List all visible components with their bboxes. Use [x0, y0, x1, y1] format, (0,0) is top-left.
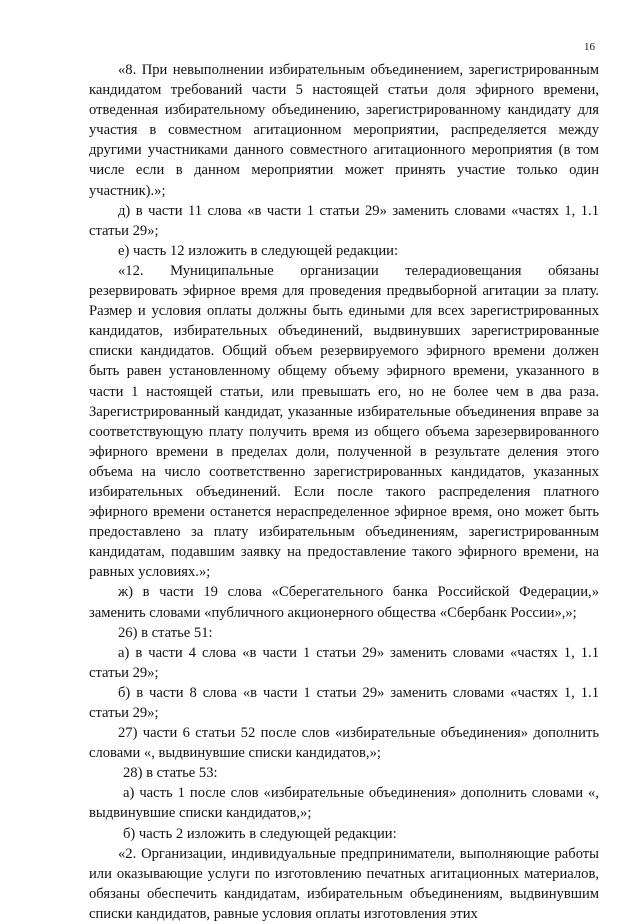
- paragraph-item-28a: а) часть 1 после слов «избирательные объединения» дополнить словами «, выдвинувшие списки кандидатов,»;: [89, 785, 599, 822]
- document-body: [89, 60, 599, 924]
- paragraph-item-26: 26) в статье 51:: [118, 624, 213, 641]
- paragraph-quote-8: «8. При невыполнении избирательным объединением, зарегистрированным кандидатом требований части 5 настоящей статьи доля эфирного времени, отведенная избирательному объединению, зарегистрированному кандидату для участия в совместном агитационном мероприятии, распределяется между другими участниками данного совместного агитационного мероприятия (в том числе если в данном мероприятии может принять участие только один участник).»;: [89, 62, 599, 199]
- page-number: 16: [584, 41, 595, 53]
- paragraph-quote-2: «2. Организации, индивидуальные предприниматели, выполняющие работы или оказывающие услуги по изготовлению печатных агитационных материалов, обязаны обеспечить кандидатам, избирательным объединениям, выдвинувшим списки кандидатов, равные условия оплаты изготовления этих: [89, 845, 599, 922]
- paragraph-item-27: 27) части 6 статьи 52 после слов «избирательные объединения» дополнить словами «, выдвинувшие списки кандидатов,»;: [89, 725, 599, 762]
- paragraph-item-26a: а) в части 4 слова «в части 1 статьи 29» заменить словами «частях 1, 1.1 статьи 29»;: [89, 644, 599, 681]
- paragraph-item-e: е) часть 12 изложить в следующей редакции:: [118, 242, 399, 259]
- paragraph-item-d: д) в части 11 слова «в части 1 статьи 29» заменить словами «частях 1, 1.1 статьи 29»;: [89, 202, 599, 239]
- paragraph-item-28b: б) часть 2 изложить в следующей редакции:: [123, 825, 397, 842]
- paragraph-item-28: 28) в статье 53:: [123, 765, 218, 782]
- paragraph-item-26b: б) в части 8 слова «в части 1 статьи 29» заменить словами «частях 1, 1.1 статьи 29»;: [89, 684, 599, 721]
- paragraph-item-zh: ж) в части 19 слова «Сберегательного банка Российской Федерации,» заменить словами «публичного акционерного общества «Сбербанк России»,»;: [89, 584, 599, 621]
- paragraph-quote-12: «12. Муниципальные организации телерадиовещания обязаны резервировать эфирное время для проведения предвыборной агитации за плату. Размер и условия оплаты должны быть едиными для всех зарегистрированных кандидатов, избирательных объединений, выдвинувших зарегистрированные списки кандидатов. Общий объем резервируемого эфирного времени должен быть равен установленному общему объему эфирного времени, указанного в части 1 настоящей статьи, или превышать его, но не более чем в два раза. Зарегистрированный кандидат, указанные избирательные объединения вправе за соответствующую плату получить время из общего объема зарезервированного эфирного времени в пределах доли, полученной в результате деления этого объема на число соответственно зарегистрированных кандидатов, указанных избирательных объединений. Если после такого распределения платного эфирного времени останется нераспределенное эфирное время, оно может быть предоставлено за плату избирательным объединениям, зарегистрированным кандидатам, подавшим заявку на предоставление такого эфирного времени, на равных условиях.»;: [89, 262, 599, 581]
